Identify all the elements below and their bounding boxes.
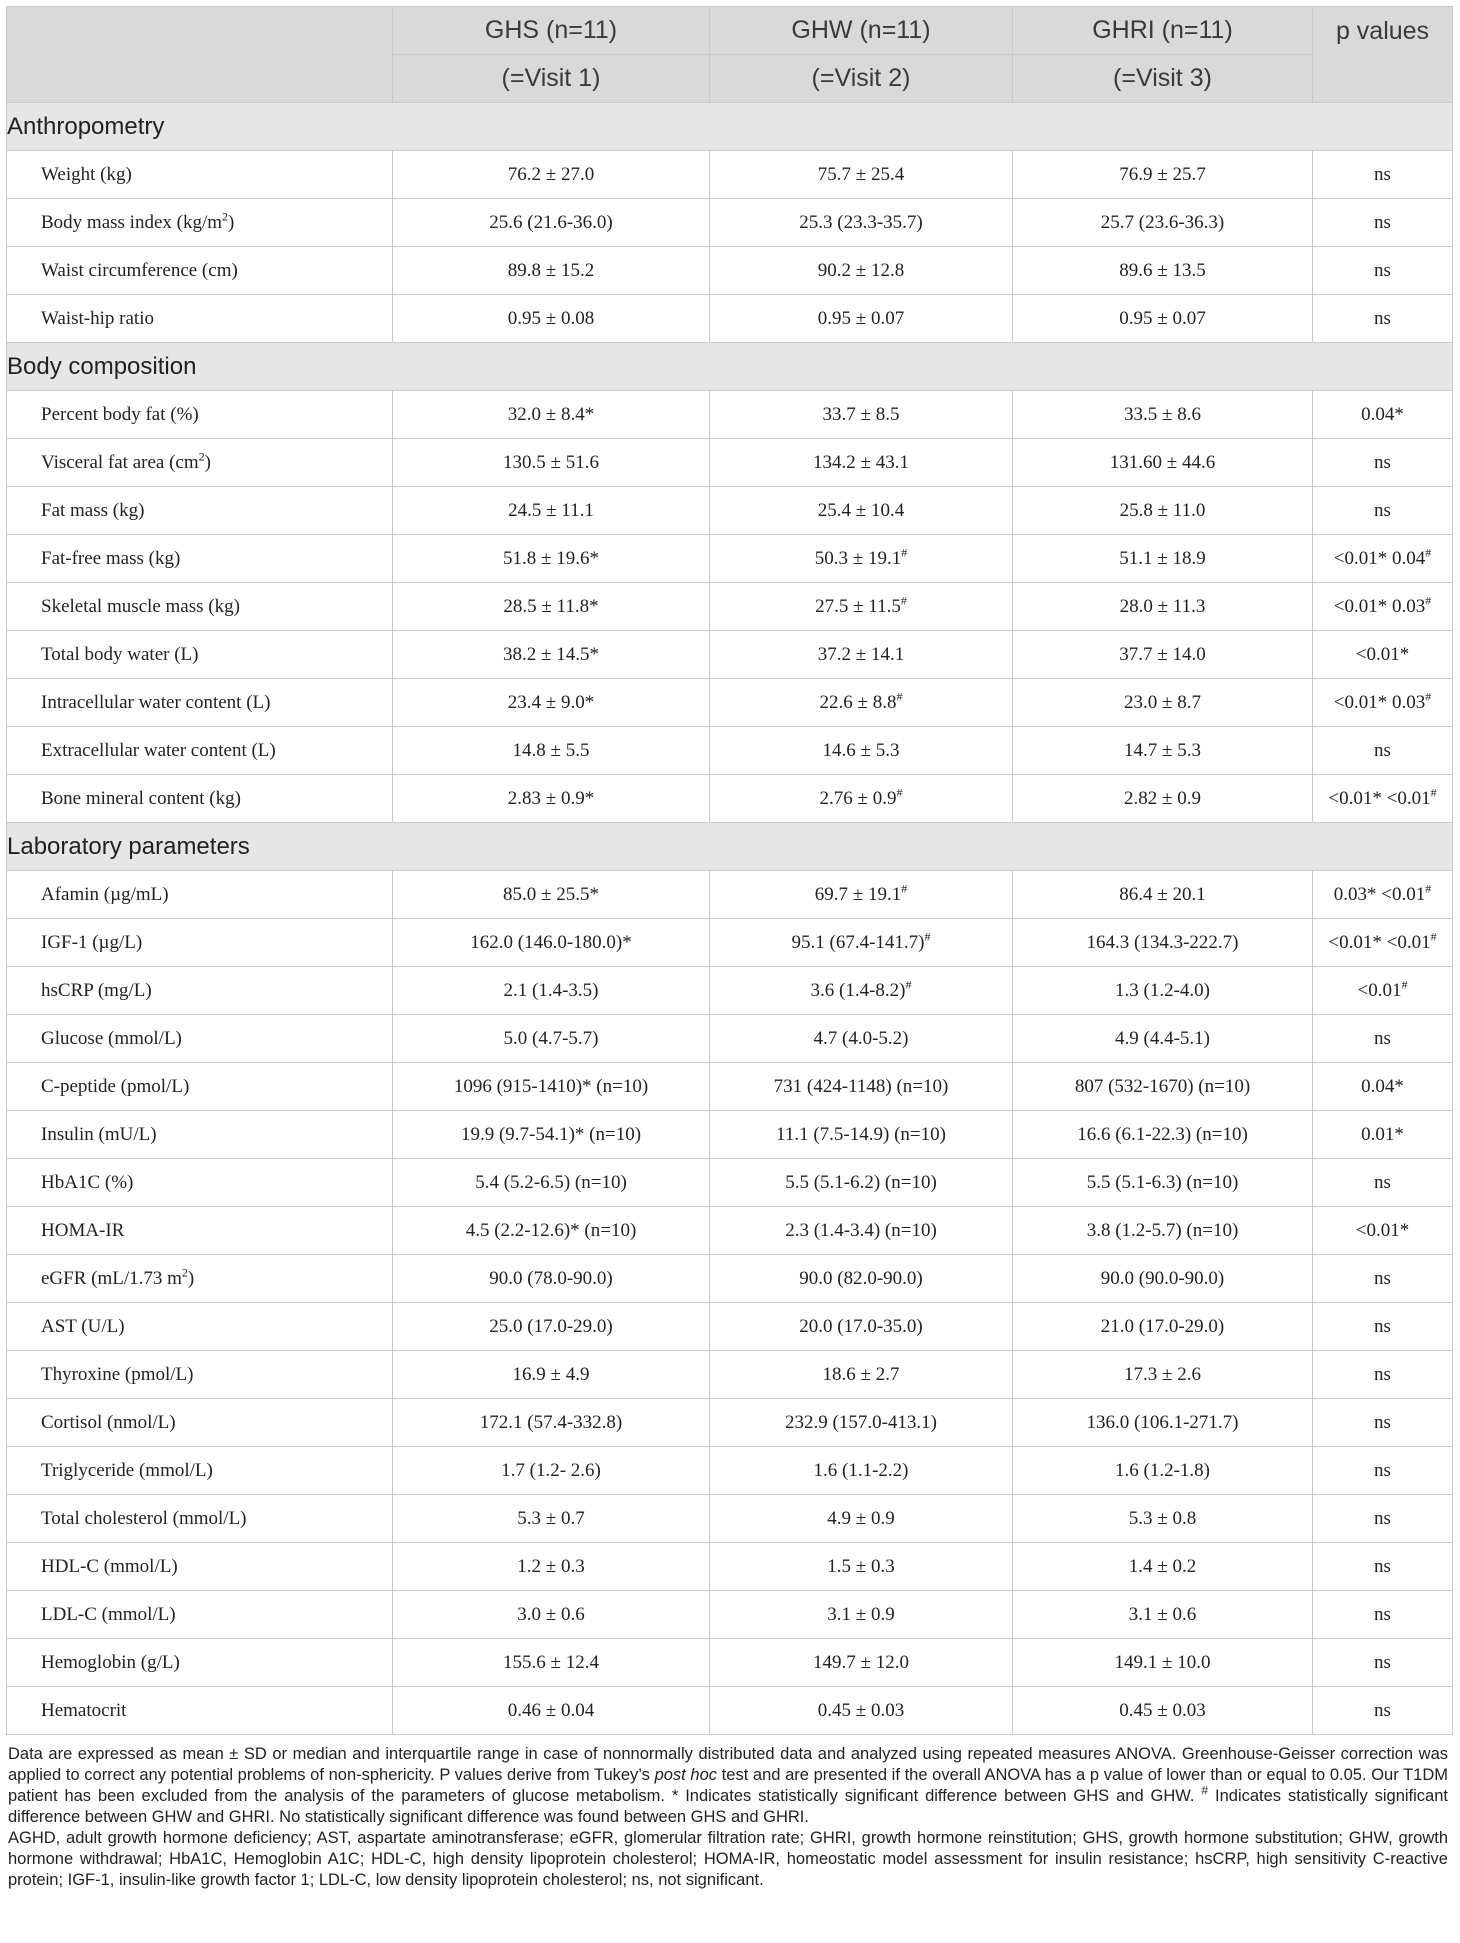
table-row [7,1159,1453,1207]
cell-ghri: 16.6 (6.1-22.3) (n=10) [1013,1111,1313,1159]
cell-ghw: 2.76 ± 0.9# [710,775,1013,823]
row-label: Bone mineral content (kg) [7,775,393,823]
cell-ghs: 3.0 ± 0.6 [393,1591,710,1639]
table-row [7,1015,1453,1063]
cell-ghw: 2.3 (1.4-3.4) (n=10) [710,1207,1013,1255]
cell-p-value: <0.01* 0.04# [1313,535,1453,583]
table-row [7,1255,1453,1303]
cell-ghs: 162.0 (146.0-180.0)* [393,919,710,967]
row-label: Total body water (L) [7,631,393,679]
cell-ghri: 164.3 (134.3-222.7) [1013,919,1313,967]
header-ghri: GHRI (n=11) [1013,7,1313,55]
cell-ghri: 17.3 ± 2.6 [1013,1351,1313,1399]
cell-p-value: ns [1313,1639,1453,1687]
cell-p-value: ns [1313,1543,1453,1591]
cell-p-value: 0.03* <0.01# [1313,871,1453,919]
cell-ghs: 16.9 ± 4.9 [393,1351,710,1399]
cell-p-value: <0.01* <0.01# [1313,775,1453,823]
table-row [7,151,1453,199]
table-row [7,919,1453,967]
row-label: Skeletal muscle mass (kg) [7,583,393,631]
cell-ghri: 1.4 ± 0.2 [1013,1543,1313,1591]
cell-ghri: 90.0 (90.0-90.0) [1013,1255,1313,1303]
cell-ghs: 85.0 ± 25.5* [393,871,710,919]
footnote-abbreviations: AGHD, adult growth hormone deficiency; AST, aspartate aminotransferase; eGFR, glomerular filtration rate; GHRI, growth hormone reinstitution; GHS, growth hormone substitution; GHW, growth hormone withdrawal; HbA1C, Hemoglobin A1C; HDL-C, high density lipoprotein cholesterol; HOMA-IR, homeostatic model assessment for insulin resistance; hsCRP, high sensitivity C-reactive protein; IGF-1, insulin-like growth factor 1; LDL-C, low density lipoprotein cholesterol; ns, not significant. [8,1829,1448,1889]
table-row [7,1591,1453,1639]
section-header-row [7,823,1453,871]
header-ghs: GHS (n=11) [393,7,710,55]
row-label: Hemoglobin (g/L) [7,1639,393,1687]
cell-ghri: 0.95 ± 0.07 [1013,295,1313,343]
cell-ghri: 4.9 (4.4-5.1) [1013,1015,1313,1063]
cell-ghw: 232.9 (157.0-413.1) [710,1399,1013,1447]
table-row [7,1495,1453,1543]
table-row [7,727,1453,775]
row-label: LDL-C (mmol/L) [7,1591,393,1639]
cell-ghw: 1.5 ± 0.3 [710,1543,1013,1591]
cell-ghs: 76.2 ± 27.0 [393,151,710,199]
cell-ghs: 19.9 (9.7-54.1)* (n=10) [393,1111,710,1159]
row-label: Triglyceride (mmol/L) [7,1447,393,1495]
cell-ghs: 1.7 (1.2- 2.6) [393,1447,710,1495]
cell-ghw: 14.6 ± 5.3 [710,727,1013,775]
cell-ghs: 89.8 ± 15.2 [393,247,710,295]
cell-ghs: 4.5 (2.2-12.6)* (n=10) [393,1207,710,1255]
row-label: Fat mass (kg) [7,487,393,535]
row-label: HbA1C (%) [7,1159,393,1207]
cell-ghw: 69.7 ± 19.1# [710,871,1013,919]
cell-p-value: ns [1313,1399,1453,1447]
cell-ghs: 90.0 (78.0-90.0) [393,1255,710,1303]
table-body [7,103,1453,1735]
cell-ghs: 172.1 (57.4-332.8) [393,1399,710,1447]
cell-ghri: 33.5 ± 8.6 [1013,391,1313,439]
cell-ghs: 130.5 ± 51.6 [393,439,710,487]
cell-ghw: 11.1 (7.5-14.9) (n=10) [710,1111,1013,1159]
cell-p-value: ns [1313,295,1453,343]
cell-ghri: 0.45 ± 0.03 [1013,1687,1313,1735]
cell-ghw: 75.7 ± 25.4 [710,151,1013,199]
cell-ghw: 149.7 ± 12.0 [710,1639,1013,1687]
section-header-row [7,343,1453,391]
cell-ghw: 0.45 ± 0.03 [710,1687,1013,1735]
cell-p-value: 0.01* [1313,1111,1453,1159]
cell-ghw: 3.1 ± 0.9 [710,1591,1013,1639]
cell-ghri: 28.0 ± 11.3 [1013,583,1313,631]
cell-ghri: 37.7 ± 14.0 [1013,631,1313,679]
row-label: Insulin (mU/L) [7,1111,393,1159]
table-row [7,583,1453,631]
cell-p-value: ns [1313,1303,1453,1351]
cell-ghs: 25.6 (21.6-36.0) [393,199,710,247]
cell-p-value: ns [1313,1255,1453,1303]
cell-ghs: 25.0 (17.0-29.0) [393,1303,710,1351]
cell-p-value: ns [1313,1687,1453,1735]
cell-ghs: 2.1 (1.4-3.5) [393,967,710,1015]
table-row [7,247,1453,295]
row-label: Glucose (mmol/L) [7,1015,393,1063]
cell-ghri: 5.5 (5.1-6.3) (n=10) [1013,1159,1313,1207]
table-row [7,1447,1453,1495]
cell-ghw: 25.3 (23.3-35.7) [710,199,1013,247]
cell-ghw: 37.2 ± 14.1 [710,631,1013,679]
header-p-values: p values [1313,7,1453,103]
row-label: Thyroxine (pmol/L) [7,1351,393,1399]
cell-ghw: 90.0 (82.0-90.0) [710,1255,1013,1303]
cell-ghs: 28.5 ± 11.8* [393,583,710,631]
cell-ghw: 22.6 ± 8.8# [710,679,1013,727]
cell-p-value: ns [1313,247,1453,295]
cell-ghri: 14.7 ± 5.3 [1013,727,1313,775]
table-row [7,535,1453,583]
cell-ghw: 0.95 ± 0.07 [710,295,1013,343]
row-label: Waist circumference (cm) [7,247,393,295]
table-row [7,391,1453,439]
cell-ghri: 149.1 ± 10.0 [1013,1639,1313,1687]
cell-p-value: <0.01* [1313,1207,1453,1255]
table-row [7,487,1453,535]
cell-ghs: 0.95 ± 0.08 [393,295,710,343]
cell-ghs: 51.8 ± 19.6* [393,535,710,583]
row-label: Visceral fat area $(cm^2)$ [7,439,393,487]
cell-ghw: 4.9 ± 0.9 [710,1495,1013,1543]
row-label: Body mass index $(kg/m^2)$ [7,199,393,247]
header-visit-3: (=Visit 3) [1013,55,1313,103]
cell-p-value: ns [1313,199,1453,247]
table-row [7,1639,1453,1687]
row-label: Total cholesterol (mmol/L) [7,1495,393,1543]
cell-p-value: ns [1313,439,1453,487]
cell-ghw: 134.2 ± 43.1 [710,439,1013,487]
cell-ghri: 1.3 (1.2-4.0) [1013,967,1313,1015]
cell-ghri: 86.4 ± 20.1 [1013,871,1313,919]
cell-ghw: 731 (424-1148) (n=10) [710,1063,1013,1111]
row-label: Waist-hip ratio [7,295,393,343]
cell-ghri: 5.3 ± 0.8 [1013,1495,1313,1543]
cell-p-value: ns [1313,1159,1453,1207]
cell-ghs: 2.83 ± 0.9* [393,775,710,823]
cell-p-value: <0.01* 0.03# [1313,583,1453,631]
cell-p-value: ns [1313,1447,1453,1495]
section-title: Laboratory parameters [7,823,1453,871]
cell-ghri: 3.1 ± 0.6 [1013,1591,1313,1639]
cell-p-value: 0.04* [1313,391,1453,439]
row-label: C-peptide (pmol/L) [7,1063,393,1111]
cell-ghri: 51.1 ± 18.9 [1013,535,1313,583]
results-table [6,6,1453,1735]
table-row [7,1351,1453,1399]
table-footnote [6,1744,1452,1891]
row-label: Intracellular water content (L) [7,679,393,727]
cell-ghri: 25.7 (23.6-36.3) [1013,199,1313,247]
table-row [7,967,1453,1015]
cell-p-value: <0.01# [1313,967,1453,1015]
row-label: Hematocrit [7,1687,393,1735]
header-row-top [7,7,1453,55]
cell-ghs: 155.6 ± 12.4 [393,1639,710,1687]
row-label: Fat-free mass (kg) [7,535,393,583]
table-row [7,295,1453,343]
row-label: AST (U/L) [7,1303,393,1351]
cell-ghri: 76.9 ± 25.7 [1013,151,1313,199]
cell-ghs: 23.4 ± 9.0* [393,679,710,727]
row-label: Percent body fat (%) [7,391,393,439]
header-blank-cell [7,7,393,103]
cell-p-value: ns [1313,1351,1453,1399]
cell-ghs: 5.0 (4.7-5.7) [393,1015,710,1063]
cell-ghw: 27.5 ± 11.5# [710,583,1013,631]
cell-ghw: 18.6 ± 2.7 [710,1351,1013,1399]
table-row [7,1399,1453,1447]
table-row [7,775,1453,823]
table-row [7,1207,1453,1255]
table-row [7,1543,1453,1591]
table-row [7,439,1453,487]
cell-ghri: 23.0 ± 8.7 [1013,679,1313,727]
cell-ghri: 89.6 ± 13.5 [1013,247,1313,295]
cell-ghw: 50.3 ± 19.1# [710,535,1013,583]
table-row [7,1303,1453,1351]
cell-p-value: <0.01* <0.01# [1313,919,1453,967]
cell-ghw: 90.2 ± 12.8 [710,247,1013,295]
table-row [7,679,1453,727]
cell-p-value: ns [1313,487,1453,535]
section-header-row [7,103,1453,151]
row-label: eGFR (mL/1.73 $m^2$) [7,1255,393,1303]
cell-ghw: 20.0 (17.0-35.0) [710,1303,1013,1351]
cell-ghs: 1096 (915-1410)* (n=10) [393,1063,710,1111]
section-title: Anthropometry [7,103,1453,151]
cell-ghri: 21.0 (17.0-29.0) [1013,1303,1313,1351]
cell-ghri: 131.60 ± 44.6 [1013,439,1313,487]
header-visit-1: (=Visit 1) [393,55,710,103]
cell-ghs: 14.8 ± 5.5 [393,727,710,775]
row-label: HOMA-IR [7,1207,393,1255]
cell-ghw: 5.5 (5.1-6.2) (n=10) [710,1159,1013,1207]
cell-p-value: ns [1313,151,1453,199]
cell-ghs: 1.2 ± 0.3 [393,1543,710,1591]
header-visit-2: (=Visit 2) [710,55,1013,103]
cell-p-value: 0.04* [1313,1063,1453,1111]
cell-ghs: 5.4 (5.2-6.5) (n=10) [393,1159,710,1207]
footnote-methods: Data are expressed as mean ± SD or median and interquartile range in case of nonnormally distributed data and analyzed using repeated measures ANOVA. Greenhouse-Geisser correction was applied to correct any potential problems of non-sphericity. P values derive from Tukey’s post hoc test and are presented if the overall ANOVA has a p value of lower than or equal to 0.05. Our T1DM patient has been excluded from the analysis of the parameters of glucose metabolism. * Indicates statistically significant difference between GHS and GHW. # Indicates statistically significant difference between GHW and GHRI. No statistically significant difference was found between GHS and GHRI. [8,1745,1448,1826]
cell-ghri: 25.8 ± 11.0 [1013,487,1313,535]
row-label: IGF-1 (µg/L) [7,919,393,967]
cell-p-value: <0.01* [1313,631,1453,679]
row-label: Extracellular water content (L) [7,727,393,775]
document-page [6,6,1452,1891]
cell-ghri: 2.82 ± 0.9 [1013,775,1313,823]
table-row [7,871,1453,919]
cell-p-value: <0.01* 0.03# [1313,679,1453,727]
row-label: Weight (kg) [7,151,393,199]
cell-p-value: ns [1313,727,1453,775]
cell-ghs: 32.0 ± 8.4* [393,391,710,439]
cell-ghri: 3.8 (1.2-5.7) (n=10) [1013,1207,1313,1255]
row-label: Cortisol (nmol/L) [7,1399,393,1447]
table-row [7,1687,1453,1735]
cell-p-value: ns [1313,1015,1453,1063]
cell-ghri: 1.6 (1.2-1.8) [1013,1447,1313,1495]
cell-ghs: 24.5 ± 11.1 [393,487,710,535]
cell-ghs: 38.2 ± 14.5* [393,631,710,679]
row-label: HDL-C (mmol/L) [7,1543,393,1591]
cell-p-value: ns [1313,1591,1453,1639]
cell-ghw: 95.1 (67.4-141.7)# [710,919,1013,967]
table-row [7,631,1453,679]
cell-ghw: 33.7 ± 8.5 [710,391,1013,439]
header-ghw: GHW (n=11) [710,7,1013,55]
table-row [7,1063,1453,1111]
cell-ghw: 4.7 (4.0-5.2) [710,1015,1013,1063]
cell-ghri: 136.0 (106.1-271.7) [1013,1399,1313,1447]
cell-ghw: 1.6 (1.1-2.2) [710,1447,1013,1495]
cell-ghw: 25.4 ± 10.4 [710,487,1013,535]
cell-ghs: 0.46 ± 0.04 [393,1687,710,1735]
cell-ghw: 3.6 (1.4-8.2)# [710,967,1013,1015]
cell-p-value: ns [1313,1495,1453,1543]
section-title: Body composition [7,343,1453,391]
cell-ghri: 807 (532-1670) (n=10) [1013,1063,1313,1111]
row-label: hsCRP (mg/L) [7,967,393,1015]
table-row [7,199,1453,247]
row-label: Afamin (µg/mL) [7,871,393,919]
cell-ghs: 5.3 ± 0.7 [393,1495,710,1543]
table-row [7,1111,1453,1159]
